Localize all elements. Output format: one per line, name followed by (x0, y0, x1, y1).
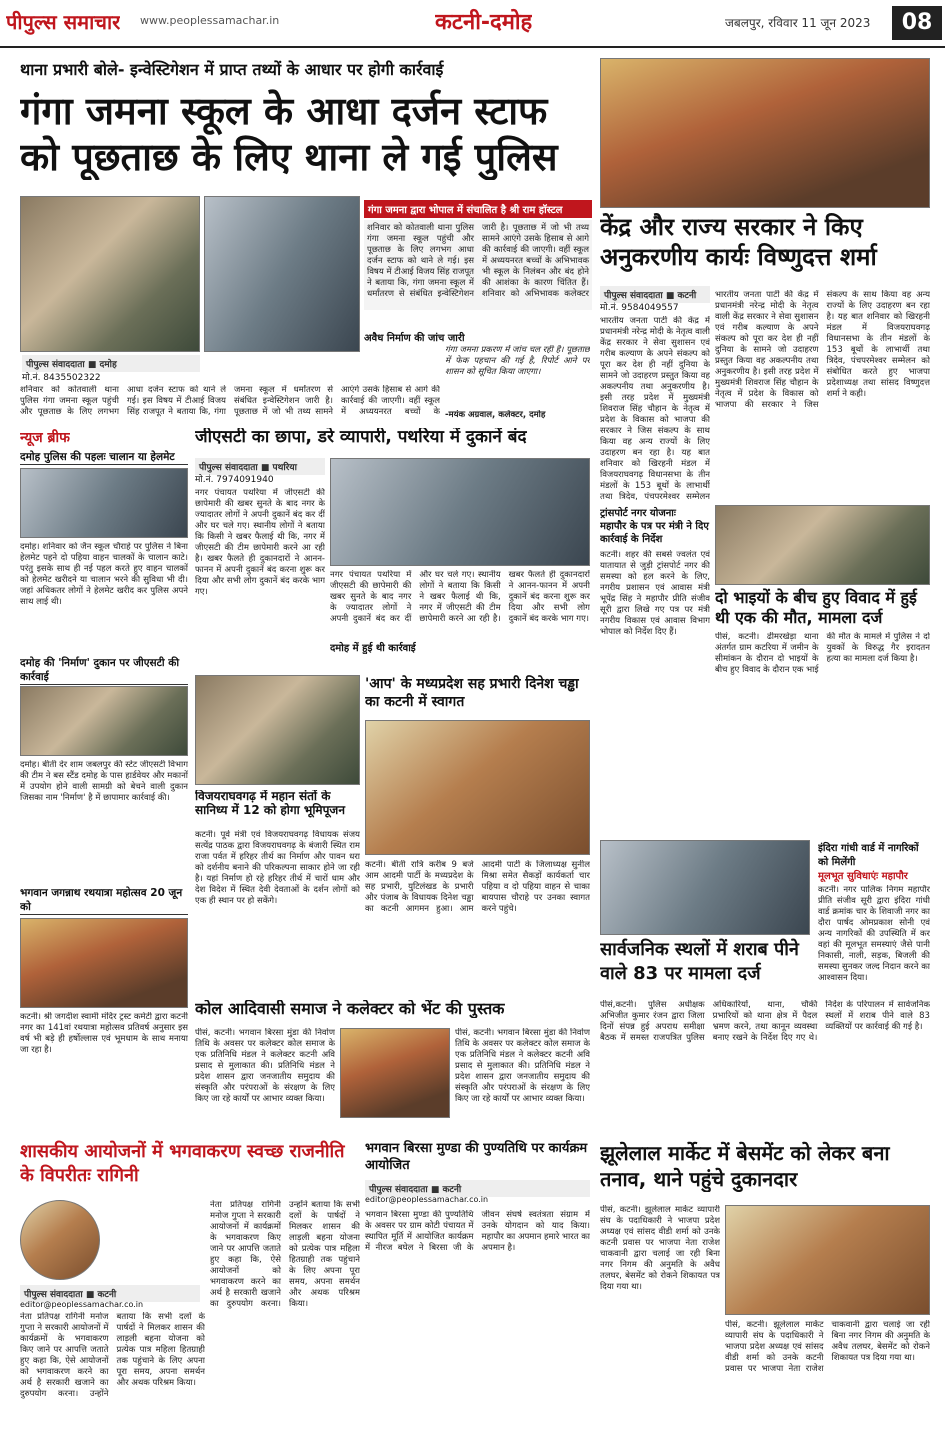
ragini-headline: शासकीय आयोजनों में भगवाकरण स्वच्छ राजनीति के विपरीतः रागिनी (20, 1141, 345, 1186)
jhulelal-headline: झूलेलाल मार्केट में बेसमेंट को लेकर बना तनाव, थाने पहुंचे दुकानदार (600, 1141, 890, 1191)
kol-headline: कोल आदिवासी समाज ने कलेक्टर को भेंट की पुस्तक (195, 1000, 505, 1018)
brief-3-photo (20, 918, 188, 1008)
brothers-body: पीसं, कटनी। ढीमरखेड़ा थाना अंतर्गत ग्राम कटरिया में जमीन के सीमांकन के दौरान दो भाइयों के बीच हुए विवाद के दौरान एक भाई की मौत के मामले में पुलिस ने दो युवकों के विरुद्ध गैर इरादतन हत्या का मामला दर्ज किया है। (715, 632, 930, 675)
kol-body-1: पीसं, कटनी। भगवान बिरसा मुंडा की निर्वाण तिथि के अवसर पर कलेक्टर कोल समाज के एक प्रतिनिधि मंडल ने कलेक्टर कटनी अवि प्रसाद से मुलाकात की। प्रतिनिधि मंडल ने प्रदेश शासन द्वारा जनजातीय समुदाय की संस्कृति और परंपराओं के संरक्षण के लिए किए जा रहे कार्यों पर आभार व्यक्त किया। (195, 1028, 335, 1104)
ragini-byline: पीपुल्स संवाददाता ■ कटनी (20, 1285, 200, 1302)
gst-subhead: दमोह में हुई थी कार्रवाई (330, 640, 416, 654)
jhulelal-body-2: पीसं, कटनी। झूलेलाल मार्केट व्यापारी संघ के पदाधिकारी ने भाजपा प्रदेश अध्यक्ष एवं सांसद वीडी शर्मा को उनके कटनी प्रवास पर भाजपा नेता राजेश चाकवानी द्वारा चलाई जा रही बिना नगर निगम की अनुमति के अवैध तलघर, बेसमेंट को रोकने शिकायत पत्र दिया गया था। (725, 1320, 930, 1374)
lead-subhead: अवैध निर्माण की जांच जारी (364, 333, 465, 344)
right-top-body-1: भारतीय जनता पार्टी की केंद्र में प्रधानमंत्री नरेन्द्र मोदी के नेतृत्व वाली केंद्र सरकार ने सेवा सुशासन एवं गरीब कल्याण के अपने संकल्प को पूरा कर देश ही नहीं दुनिया के सामने जो उदाहरण प्रस्तुत किया वह अकल्पनीय तथा अनुकरणीय है। इसी तरह प्रदेश में मुख्यमंत्री शिवराज सिंह चौहान के नेतृत्व में प्रदेश के विकास को भाजपा की सरकार ने जिस संकल्प के साथ किया वह अन्य राज्यों के लिए उदाहरण बन रहा है। यह बात शनिवार को खिरहनी मंडल में विजयराघवगढ़ विधानसभा के तीन मंडलों के 153 बूथों के लाभार्थी तथा त्रिदेव, पंचपरमेश्वर सम्मेलन (600, 316, 710, 501)
news-brief-title: न्यूज ब्रीफ (20, 430, 70, 446)
lead-photo-screenshot (204, 196, 360, 352)
brief-1-body: दमोह। शनिवार को जैन स्कूल चौराहे पर पुलिस ने बिना हेलमेट पहने दो पहिया वाहन चालकों के चालान काटे। परंतु इसके साथ ही नई पहल करते हुए वाहन चालकों को हेलमेट खरीदने या चालान भरने की सुविधा भी दी। जहां अधिकतर लोगों ने हेलमेट खरीद कर पुलिस अपने साथ लाई थी। (20, 542, 188, 607)
website-url[interactable]: www.peoplessamachar.in (140, 14, 280, 27)
transport-kicker: ट्रांसपोर्ट नगर योजनाः (600, 508, 676, 519)
right-top-headline: केंद्र और राज्य सरकार ने किए अनुकरणीय कार्यः विष्णुदत्त शर्मा (600, 213, 877, 271)
brief-3-body: कटनी। श्री जगदीश स्वामी मंदिर ट्रस्ट कमेटी द्वारा कटनी नगर का 141वां रथयात्रा महोत्सव प्रतिवर्ष अनुसार इस वर्ष भी बड़े ही हर्षोल्लास एवं भूमधाम के साथ मनाया जा रहा है। (20, 1012, 188, 1055)
lead-collector-note: गंगा जमना प्रकरण में जांच चल रही है। पूछताछ में फेक पहचान की गई है, रिपोर्ट आने पर शासन को सूचित किया जाएगा। (445, 345, 590, 377)
indira-photo (600, 840, 810, 935)
lead-headline: गंगा जमना स्कूल के आधा दर्जन स्टाफ को पूछताछ के लिए थाना ले गई पुलिस (20, 89, 558, 179)
newspaper-logo: पीपुल्स समाचार (6, 10, 121, 34)
jhulelal-body-1: पीसं, कटनी। झूलेलाल मार्केट व्यापारी संघ के पदाधिकारी ने भाजपा प्रदेश अध्यक्ष एवं सांसद वीडी शर्मा को उनके कटनी प्रवास पर भाजपा नेता राजेश चाकवानी द्वारा चलाई जा रही बिना नगर निगम की अनुमति के अवैध तलघर, बेसमेंट को रोकने शिकायत पत्र दिया गया था। (600, 1205, 720, 1292)
right-top-mobile: मो.नं. 9584049557 (600, 303, 679, 313)
ragini-email[interactable]: editor@peoplessamachar.co.in (20, 1300, 144, 1309)
indira-kicker: इंदिरा गांधी वार्ड में नागरिकों को मिलेंगी (818, 843, 919, 868)
brief-2-headline: दमोह की 'निर्माण' दुकान पर जीएसटी की कार्रवाई (20, 656, 188, 685)
lead-mobile: मो.नं. 8435502322 (22, 373, 101, 383)
ragini-body: नेता प्रतिपक्ष रागिनी मनोज गुप्ता ने सरकारी आयोजनों में कार्यक्रमों के भगवाकरण किए जाने पर आपत्ति जताते हुए कहा कि, ऐसे आयोजनों को भगवाकरण करने का अर्थ है सरकारी खजाने का दुरुपयोग करना। उन्होंने बताया कि सभी दलों के पार्षदों ने मिलकर शासन की लाड़ली बहना योजना को प्रत्येक पात्र महिला हितग्राही तक पहुंचाने के लिए अपना पूरा समय, अपना समर्थन और अथक परिश्रम किया। (20, 1312, 205, 1399)
issue-date: जबलपुर, रविवार 11 जून 2023 (725, 16, 871, 30)
lead-intro: शनिवार को कोतवाली थाना पुलिस गंगा जमना स्कूल पहुंची और पूछताछ के लिए लगभग आधा दर्जन स्टाफ को थाने ले गई। इस विषय में टीआई विजय सिंह राजपूत ने बताया कि, गंगा जमना स्कूल में धर्मांतरण से संबंधित इन्वेस्टिगेशन जारी है। पूछताछ में जो भी तथ्य सामने आएंगे उसके हिसाब से आगे की कार्रवाई की जाएगी। वहीं स्कूल में अध्ययनरत बच्चों के अभिभावक भी स्कूल के निलंबन और बंद होने की आशंका के कारण चिंतित हैं। शनिवार को अभिभावक कलेक्टर (364, 220, 592, 310)
right-top-body-2: भारतीय जनता पार्टी की केंद्र में प्रधानमंत्री नरेन्द्र मोदी के नेतृत्व वाली केंद्र सरकार ने सेवा सुशासन एवं गरीब कल्याण के अपने संकल्प को पूरा कर देश ही नहीं दुनिया के सामने जो उदाहरण प्रस्तुत किया वह अकल्पनीय तथा अनुकरणीय है। इसी तरह प्रदेश में मुख्यमंत्री शिवराज सिंह चौहान के नेतृत्व में प्रदेश के विकास को भाजपा की सरकार ने जिस संकल्प के साथ किया वह अन्य राज्यों के लिए उदाहरण बन रहा है। यह बात शनिवार को खिरहनी मंडल में विजयराघवगढ़ विधानसभा के तीन मंडलों के 153 बूथों के लाभार्थी तथा त्रिदेव, पंचपरमेश्वर सम्मेलन को संबोधित करते हुए भाजपा प्रदेशाध्यक्ष तथा सांसद विष्णुदत्त शर्मा ने कही। (715, 290, 930, 410)
bjp-event-photo (600, 58, 930, 208)
vijay-photo (195, 675, 360, 785)
gst-mobile: मो.नं. 7974091940 (195, 475, 274, 485)
kol-photo (340, 1028, 450, 1118)
brief-3-headline: भगवान जगन्नाथ रथयात्रा महोत्सव 20 जून को (20, 886, 188, 915)
lead-byline: पीपुल्स संवाददाता ■ दमोह (22, 355, 200, 372)
birsa-body: भगवान बिरसा मुण्डा की पुण्यतिथि के अवसर पर ग्राम कोटी पंचायत में स्थापित मूर्ति में आयोजित कार्यक्रम में नीरज बघेल ने बिरसा जी के जीवन संघर्ष स्वतंत्रता संग्राम में उनके योगदान को याद किया। महापौर का अपमान हमारे भारत का अपमान है। (365, 1210, 590, 1253)
gst-body-2: नगर पंचायत पथरिया में जीएसटी की छापेमारी की खबर सुनते के बाद नगर के ज्यादातर लोगों ने अपनी दुकानें बंद कर दीं और घर चले गए। स्थानीय लोगों ने बताया कि किसी ने खबर फैलाई थी कि, नगर में जीएसटी की टीम छापेमारी करने आ रही है। खबर फैलते ही दुकानदारों ने आनन-फानन में अपनी दुकानें बंद करना शुरू कर दिया और सभी लोग दुकानें बंद करके भाग गए। (330, 570, 590, 624)
liquor-headline: सार्वजनिक स्थलों में शराब पीने वाले 83 पर मामला दर्ज (600, 939, 799, 984)
brothers-photo (715, 505, 930, 585)
birsa-email[interactable]: editor@peoplessamachar.co.in (365, 1195, 489, 1204)
lead-collector-note-by: -मयंक अग्रवाल, कलेक्टर, दमोह (445, 410, 546, 420)
brothers-headline: दो भाइयों के बीच हुए विवाद में हुई थी एक की मौत, मामला दर्ज (715, 588, 917, 627)
indira-headline: मूलभूत सुविधाएंः महापौर (818, 871, 908, 882)
gst-body-1: नगर पंचायत पथरिया में जीएसटी की छापेमारी की खबर सुनते के बाद नगर के ज्यादातर लोगों ने अपनी दुकानें बंद कर दीं और घर चले गए। स्थानीय लोगों ने बताया कि किसी ने खबर फैलाई थी कि, नगर में जीएसटी की टीम छापेमारी करने आ रही है। खबर फैलते ही दुकानदारों ने आनन-फानन में अपनी दुकानें बंद करना शुरू कर दिया और सभी लोग दुकानें बंद करके भाग गए। (195, 488, 325, 597)
lead-photo-jeep (20, 196, 200, 352)
brief-2-photo (20, 686, 188, 756)
liquor-body: पीसं,कटनी। पुलिस अधीक्षक अभिजीत कुमार रंजन द्वारा जिला दिनों संपन्न हुई अपराध समीक्षा बैठक में समस्त राजपत्रित पुलिस अधिकारियों, थाना, चौकी प्रभारियों को थाना क्षेत्र में पैदल भ्रमण करने, तथा कानून व्यवस्था बनाए रखने के निर्देश दिए गए थे। निर्देश के परिपालन में सार्वजनिक स्थलों में शराब पीने वाले 83 व्यक्तियों पर कार्रवाई की गई है। (600, 1000, 930, 1043)
ragini-body-cont: नेता प्रतिपक्ष रागिनी मनोज गुप्ता ने सरकारी आयोजनों में कार्यक्रमों के भगवाकरण किए जाने पर आपत्ति जताते हुए कहा कि, ऐसे आयोजनों को भगवाकरण करने का अर्थ है सरकारी खजाने का दुरुपयोग करना। उन्होंने बताया कि सभी दलों के पार्षदों ने मिलकर शासन की लाड़ली बहना योजना को प्रत्येक पात्र महिला हितग्राही तक पहुंचाने के लिए अपना पूरा समय, अपना समर्थन और अथक परिश्रम किया। (210, 1200, 360, 1309)
kol-body-2: पीसं, कटनी। भगवान बिरसा मुंडा की निर्वाण तिथि के अवसर पर कलेक्टर कोल समाज के एक प्रतिनिधि मंडल ने कलेक्टर कटनी अवि प्रसाद से मुलाकात की। प्रतिनिधि मंडल ने प्रदेश शासन द्वारा जनजातीय समुदाय की संस्कृति और परंपराओं के संरक्षण के लिए किए जा रहे कार्यों पर आभार व्यक्त किया। (455, 1028, 590, 1104)
jhulelal-photo (725, 1205, 930, 1315)
brief-1-photo (20, 468, 188, 538)
brief-2-body: दमोह। बीती देर शाम जबलपुर की स्टेट जीएसटी विभाग की टीम ने बस स्टैंड दमोह के पास हार्डवेयर और मकानों में उपयोग होने वाली सामग्री को बेचने वाली दुकान जिसका नाम 'निर्माण' है में छापामार कार्रवाई की। (20, 760, 188, 803)
indira-body: कटनी। नगर पालिक निगम महापौर प्रीति संजीव सूरी द्वारा इंदिरा गांधी वार्ड क्रमांक चार के शिवाजी नगर का दौरा पार्षद ओमप्रकाश सोनी एवं अन्य नागरिकों की उपस्थिति में कर वहां की मूलभूत समस्याएं जैसे पानी निकासी, नाली, सड़क, बिजली की समस्या सुनकर जल्द निदान करने का आश्वासन दिया। (818, 885, 930, 983)
brief-1-headline: दमोह पुलिस की पहलः चालान या हेलमेट (20, 450, 188, 465)
transport-headline: महापौर के पत्र पर मंत्री ने दिए कार्रवाई के निर्देश (600, 521, 709, 545)
aap-photo (365, 720, 590, 855)
gst-headline: जीएसटी का छापा, डरे व्यापारी, पथरिया में दुकानें बंद (195, 428, 527, 447)
vijay-headline: विजयराघवगढ़ में महान संतों के सानिध्य में 12 को होगा भूमिपूजन (195, 790, 345, 817)
lead-photo-caption: गंगा जमना द्वारा भोपाल में संचालित है श्री राम हॉस्टल (364, 200, 592, 218)
ragini-photo (20, 1200, 100, 1280)
lead-body: शनिवार को कोतवाली थाना पुलिस गंगा जमना स्कूल पहुंची और पूछताछ के लिए लगभग आधा दर्जन स्टाफ को थाने ले गई। इस विषय में टीआई विजय सिंह राजपूत ने बताया कि, गंगा जमना स्कूल में धर्मांतरण से संबंधित इन्वेस्टिगेशन जारी है। पूछताछ में जो भी तथ्य सामने आएंगे उसके हिसाब से आगे की कार्रवाई की जाएगी। वहीं स्कूल में अध्ययनरत बच्चों के (20, 385, 440, 417)
aap-headline: 'आप' के मध्यप्रदेश सह प्रभारी दिनेश चड्ढा का कटनी में स्वागत (365, 676, 579, 710)
aap-body: कटनी। बीती रात्रि करीब 9 बजे आम आदमी पार्टी के मध्यप्रदेश के सह प्रभारी, युटिलंखड के प्रभारी और पंजाब के विधायक दिनेश चड्ढा का कटनी आगमन हुआ। आम आदमी पार्टी के जिलाध्यक्ष सुनील मिश्रा समेत सैकड़ों कार्यकर्ता चार पहिया व दो पहिया वाहन से चाका बायपास चौराहे पर उनका स्वागत करने पहुंचे। (365, 860, 590, 914)
section-title: कटनी-दमोह (435, 10, 533, 35)
birsa-byline: पीपुल्स संवाददाता ■ कटनी (365, 1180, 590, 1197)
masthead (0, 0, 945, 48)
vijay-body: कटनी। पूर्व मंत्री एवं विजयराघवगढ़ विधायक संजय सत्येंद्र पाठक द्वारा विजयराघवगढ़ के बंजारी स्थित राम राजा पर्वत में हरिहर तीर्थ का निर्माण और पावन धरा को दर्शनीय बनाने की परिकल्पना साकार होने जा रही है। यहां निर्माण हो रहे हरिहर तीर्थ में चारों धाम और देश विदेश में स्थित देवी देवताओं के दर्शन लोगों को एक ही स्थान पर हो सकेंगे। (195, 830, 360, 906)
gst-photo (330, 458, 590, 566)
right-top-byline: पीपुल्स संवाददाता ■ कटनी (600, 286, 710, 303)
lead-kicker: थाना प्रभारी बोले- इन्वेस्टिगेशन में प्राप्त तथ्यों के आधार पर होगी कार्रवाई (20, 60, 444, 79)
transport-body: कटनी। शहर की सबसे ज्वलंत एवं यातायात से जुड़ी ट्रांसपोर्ट नगर की समस्या को हल करने के लिए, नगरीय प्रशासन एवं आवास मंत्री भूपेंद्र सिंह ने महापौर प्रीति संजीव सूरी द्वारा लिखे गए पत्र पर मंत्री नगरीय विकास एवं आवास विभाग भोपाल को निर्देश दिए हैं। (600, 550, 710, 637)
gst-byline: पीपुल्स संवाददाता ■ पथरिया (195, 458, 325, 475)
page-number: 08 (892, 6, 942, 40)
birsa-headline: भगवान बिरसा मुण्डा की पुण्यतिथि पर कार्यक्रम आयोजित (365, 1141, 588, 1173)
